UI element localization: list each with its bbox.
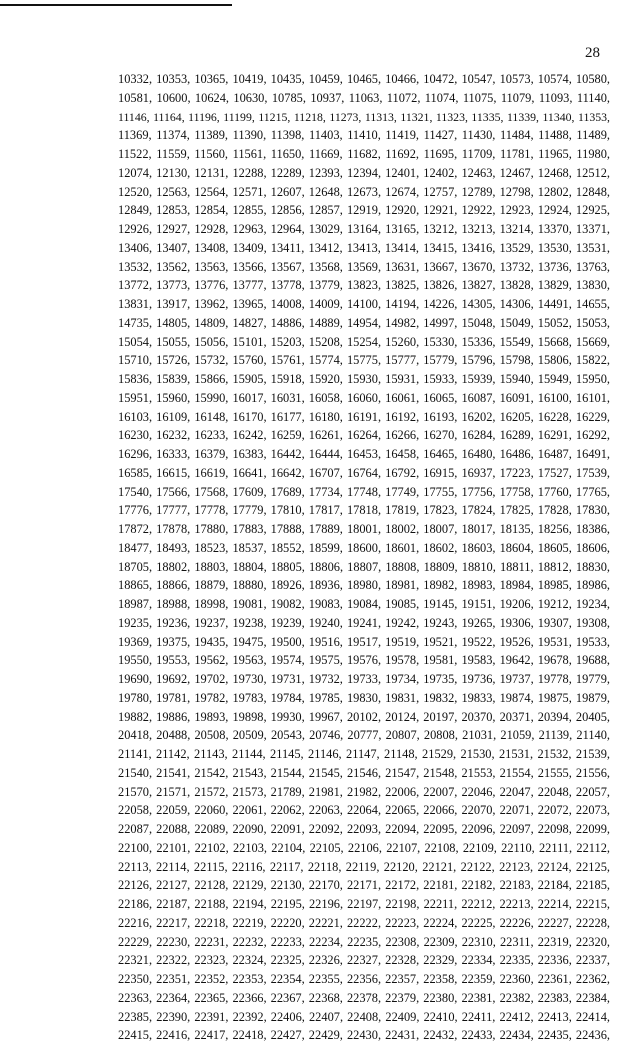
number-list-line: 22100, 22101, 22102, 22103, 22104, 22105, 22106, 22107, 22108, 22109, 22110, 22111, 22112, (118, 840, 610, 855)
number-list (118, 70, 610, 1045)
number-list-line: 19235, 19236, 19237, 19238, 19239, 19240, 19241, 19242, 19243, 19265, 19306, 19307, 19308, (118, 615, 610, 630)
number-list-line: 22363, 22364, 22365, 22366, 22367, 22368, 22378, 22379, 22380, 22381, 22382, 22383, 22384, (118, 990, 610, 1005)
number-list-line: 11369, 11374, 11389, 11390, 11398, 11403, 11410, 11419, 11427, 11430, 11484, 11488, 11489, (118, 128, 610, 143)
number-list-line: 22126, 22127, 22128, 22129, 22130, 22170, 22171, 22172, 22181, 22182, 22183, 22184, 22185, (118, 878, 610, 893)
number-list-line: 13532, 13562, 13563, 13566, 13567, 13568, 13569, 13631, 13667, 13670, 13732, 13736, 13763, (118, 259, 610, 274)
number-list-line: 17872, 17878, 17880, 17883, 17888, 17889, 18001, 18002, 18007, 18017, 18135, 18256, 18386, (118, 522, 610, 536)
number-list-line: 20418, 20488, 20508, 20509, 20543, 20746, 20777, 20807, 20808, 21031, 21059, 21139, 21140, (118, 728, 610, 743)
number-list-line: 16585, 16615, 16619, 16641, 16642, 16707, 16764, 16792, 16915, 16937, 17223, 17527, 17539, (118, 465, 610, 480)
header-rule (0, 4, 232, 6)
number-list-line: 18865, 18866, 18879, 18880, 18926, 18936, 18980, 18981, 18982, 18983, 18984, 18985, 18986, (118, 578, 610, 593)
number-list-line: 18987, 18988, 18998, 19081, 19082, 19083, 19084, 19085, 19145, 19151, 19206, 19212, 19234, (118, 597, 610, 611)
number-list-line: 22385, 22390, 22391, 22392, 22406, 22407, 22408, 22409, 22410, 22411, 22412, 22413, 22414, (118, 1009, 610, 1024)
number-list-line: 22350, 22351, 22352, 22353, 22354, 22355, 22356, 22357, 22358, 22359, 22360, 22361, 22362, (118, 972, 610, 986)
number-list-line: 13772, 13773, 13776, 13777, 13778, 13779, 13823, 13825, 13826, 13827, 13828, 13829, 13830, (118, 278, 610, 293)
number-list-line: 19690, 19692, 19702, 19730, 19731, 19732, 19733, 19734, 19735, 19736, 19737, 19778, 19779, (118, 672, 610, 686)
number-list-line: 21141, 21142, 21143, 21144, 21145, 21146, 21147, 21148, 21529, 21530, 21531, 21532, 21539, (118, 747, 610, 761)
number-list-line: 12074, 12130, 12131, 12288, 12289, 12393, 12394, 12401, 12402, 12463, 12467, 12468, 12512, (118, 165, 610, 180)
number-list-line: 19882, 19886, 19893, 19898, 19930, 19967, 20102, 20124, 20197, 20370, 20371, 20394, 20405, (118, 709, 610, 724)
number-list-line: 22113, 22114, 22115, 22116, 22117, 22118, 22119, 22120, 22121, 22122, 22123, 22124, 22125, (118, 859, 610, 874)
number-list-line: 10332, 10353, 10365, 10419, 10435, 10459, 10465, 10466, 10472, 10547, 10573, 10574, 10580, (118, 72, 610, 86)
number-list-line: 12520, 12563, 12564, 12571, 12607, 12648, 12673, 12674, 12757, 12789, 12798, 12802, 12848, (118, 184, 610, 199)
number-list-line: 12849, 12853, 12854, 12855, 12856, 12857, 12919, 12920, 12921, 12922, 12923, 12924, 12925, (118, 203, 610, 218)
number-list-line: 10581, 10600, 10624, 10630, 10785, 10937, 11063, 11072, 11074, 11075, 11079, 11093, 11140, (118, 90, 610, 105)
number-list-line: 22087, 22088, 22089, 22090, 22091, 22092, 22093, 22094, 22095, 22096, 22097, 22098, 22099, (118, 822, 610, 836)
number-list-line: 16230, 16232, 16233, 16242, 16259, 16261, 16264, 16266, 16270, 16284, 16289, 16291, 16292, (118, 428, 610, 443)
number-list-line: 15836, 15839, 15866, 15905, 15918, 15920, 15930, 15931, 15933, 15939, 15940, 15949, 15950, (118, 372, 610, 386)
number-list-line: 19369, 19375, 19435, 19475, 19500, 19516, 19517, 19519, 19521, 19522, 19526, 19531, 19533, (118, 634, 610, 649)
number-list-line: 21570, 21571, 21572, 21573, 21789, 21981, 21982, 22006, 22007, 22046, 22047, 22048, 22057, (118, 784, 610, 799)
number-list-line: 22186, 22187, 22188, 22194, 22195, 22196, 22197, 22198, 22211, 22212, 22213, 22214, 22215, (118, 897, 610, 911)
number-list-line: 16296, 16333, 16379, 16383, 16442, 16444, 16453, 16458, 16465, 16480, 16486, 16487, 16491, (118, 447, 610, 461)
number-list-line: 12926, 12927, 12928, 12963, 12964, 13029, 13164, 13165, 13212, 13213, 13214, 13370, 13371, (118, 222, 610, 236)
number-list-line: 22058, 22059, 22060, 22061, 22062, 22063, 22064, 22065, 22066, 22070, 22071, 22072, 22073, (118, 803, 610, 818)
number-list-line: 18705, 18802, 18803, 18804, 18805, 18806, 18807, 18808, 18809, 18810, 18811, 18812, 18830, (118, 559, 610, 574)
number-list-line: 22216, 22217, 22218, 22219, 22220, 22221, 22222, 22223, 22224, 22225, 22226, 22227, 22228, (118, 915, 610, 930)
number-list-line: 14735, 14805, 14809, 14827, 14886, 14889, 14954, 14982, 14997, 15048, 15049, 15052, 15053, (118, 315, 610, 330)
number-list-line: 13831, 13917, 13962, 13965, 14008, 14009, 14100, 14194, 14226, 14305, 14306, 14491, 14655, (118, 297, 610, 311)
number-list-line: 19780, 19781, 19782, 19783, 19784, 19785, 19830, 19831, 19832, 19833, 19874, 19875, 19879, (118, 690, 610, 705)
number-list-line: 13406, 13407, 13408, 13409, 13411, 13412, 13413, 13414, 13415, 13416, 13529, 13530, 13531, (118, 240, 610, 255)
number-list-line: 16103, 16109, 16148, 16170, 16177, 16180, 16191, 16192, 16193, 16202, 16205, 16228, 16229, (118, 409, 610, 424)
page-number: 28 (585, 45, 600, 61)
number-list-line: 17776, 17777, 17778, 17779, 17810, 17817, 17818, 17819, 17823, 17824, 17825, 17828, 17830, (118, 503, 610, 518)
number-list-line: 22321, 22322, 22323, 22324, 22325, 22326, 22327, 22328, 22329, 22334, 22335, 22336, 22337, (118, 953, 610, 968)
number-list-line: 21540, 21541, 21542, 21543, 21544, 21545, 21546, 21547, 21548, 21553, 21554, 21555, 21556, (118, 765, 610, 780)
number-list-line: 11146, 11164, 11196, 11199, 11215, 11218, 11273, 11313, 11321, 11323, 11335, 11339, 11340, 11353, (118, 109, 610, 124)
number-list-line: 22415, 22416, 22417, 22418, 22427, 22429, 22430, 22431, 22432, 22433, 22434, 22435, 22436, (118, 1028, 610, 1043)
number-list-line: 18477, 18493, 18523, 18537, 18552, 18599, 18600, 18601, 18602, 18603, 18604, 18605, 18606, (118, 540, 610, 555)
number-list-line: 11522, 11559, 11560, 11561, 11650, 11669, 11682, 11692, 11695, 11709, 11781, 11965, 11980, (118, 147, 610, 161)
number-list-line: 19550, 19553, 19562, 19563, 19574, 19575, 19576, 19578, 19581, 19583, 19642, 19678, 19688, (118, 653, 610, 668)
number-list-line: 15710, 15726, 15732, 15760, 15761, 15774, 15775, 15777, 15779, 15796, 15798, 15806, 15822, (118, 353, 610, 368)
number-list-line: 17540, 17566, 17568, 17609, 17689, 17734, 17748, 17749, 17755, 17756, 17758, 17760, 17765, (118, 484, 610, 499)
number-list-line: 15054, 15055, 15056, 15101, 15203, 15208, 15254, 15260, 15330, 15336, 15549, 15668, 15669, (118, 334, 610, 349)
number-list-line: 15951, 15960, 15990, 16017, 16031, 16058, 16060, 16061, 16065, 16087, 16091, 16100, 16101, (118, 390, 610, 405)
number-list-line: 22229, 22230, 22231, 22232, 22233, 22234, 22235, 22308, 22309, 22310, 22311, 22319, 22320, (118, 934, 610, 949)
